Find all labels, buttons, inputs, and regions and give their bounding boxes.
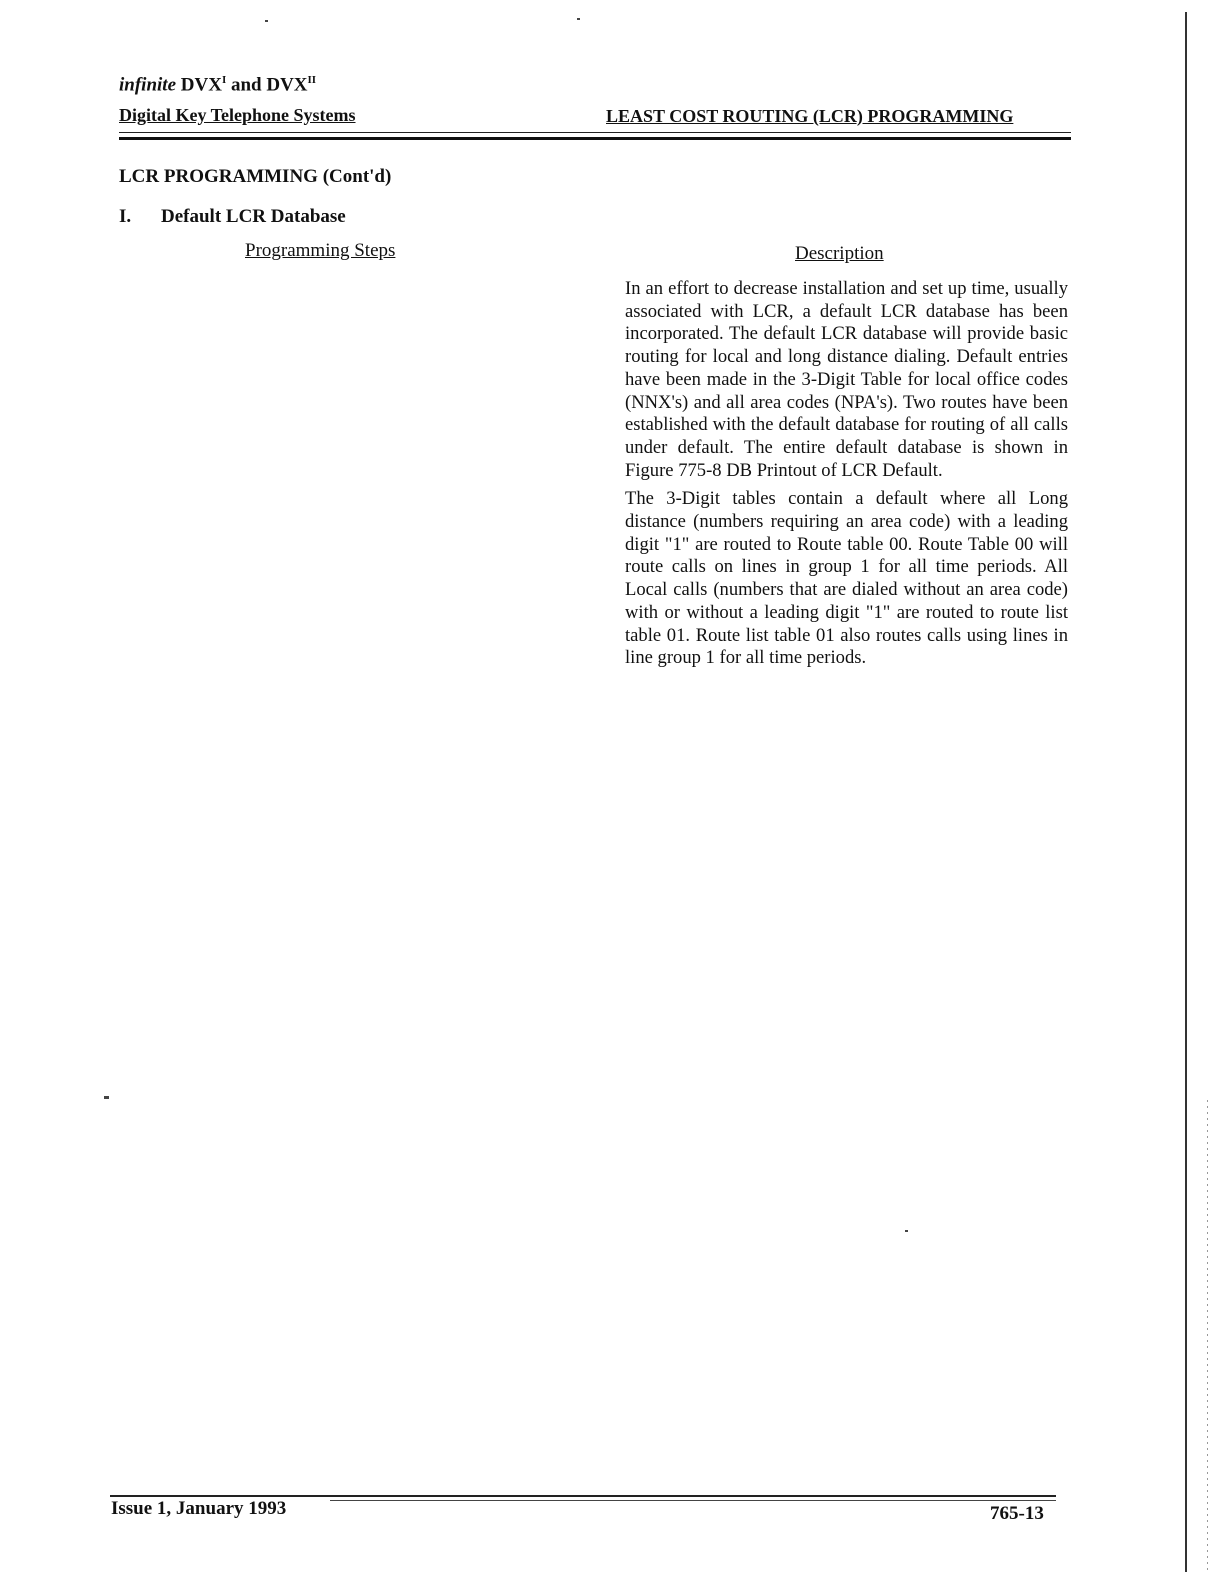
scan-speck <box>577 18 580 20</box>
issue-date: Issue 1, January 1993 <box>111 1498 287 1519</box>
page-number: 765-13 <box>990 1503 1044 1524</box>
header-rule-thick <box>119 137 1071 140</box>
scan-edge-line <box>1185 12 1187 1572</box>
document-subtitle: Digital Key Telephone Systems <box>119 105 356 125</box>
document-title: infinite $DVX^I$ and $DVX^{II}$ <box>119 74 317 96</box>
column-heading-description: Description <box>795 243 884 264</box>
scan-speck <box>265 20 268 22</box>
subsection-title: Default LCR Database <box>161 206 346 227</box>
footer-rule <box>110 1495 1056 1497</box>
section-title: LCR PROGRAMMING (Cont'd) <box>119 166 392 187</box>
footer-rule-secondary <box>330 1500 1056 1501</box>
header-rule <box>119 132 1071 133</box>
column-heading-programming-steps: Programming Steps <box>245 240 396 261</box>
description-paragraph: The 3-Digit tables contain a default where all Long distance (numbers requiring an area code) with a leading digit "1" are routed to Route table 00. Route Table 00 will route calls on lines in group 1 for all time periods. All Local calls (numbers that are dialed without an area code) with or without a leading digit "1" are routed to route list table 01. Route list table 01 also routes calls using lines in line group 1 for all time periods. <box>625 488 1068 669</box>
subsection-heading <box>119 206 346 228</box>
description-body <box>625 278 1068 676</box>
scan-speck <box>104 1096 109 1099</box>
description-paragraph: In an effort to decrease installation and set up time, usually associated with LCR, a default LCR database has been incorporated. The default LCR database will provide basic routing for local and long distance dialing. Default entries have been made in the 3-Digit Table for local office codes (NNX's) and all area codes (NPA's). Two routes have been established with the default database for routing of all calls under default. The entire default database is shown in Figure 775-8 DB Printout of LCR Default. <box>625 278 1068 481</box>
scan-dotted-edge <box>1207 1100 1208 1570</box>
subsection-number: I. <box>119 206 132 227</box>
chapter-title: LEAST COST ROUTING (LCR) PROGRAMMING <box>606 106 1014 126</box>
scan-speck <box>905 1230 908 1232</box>
